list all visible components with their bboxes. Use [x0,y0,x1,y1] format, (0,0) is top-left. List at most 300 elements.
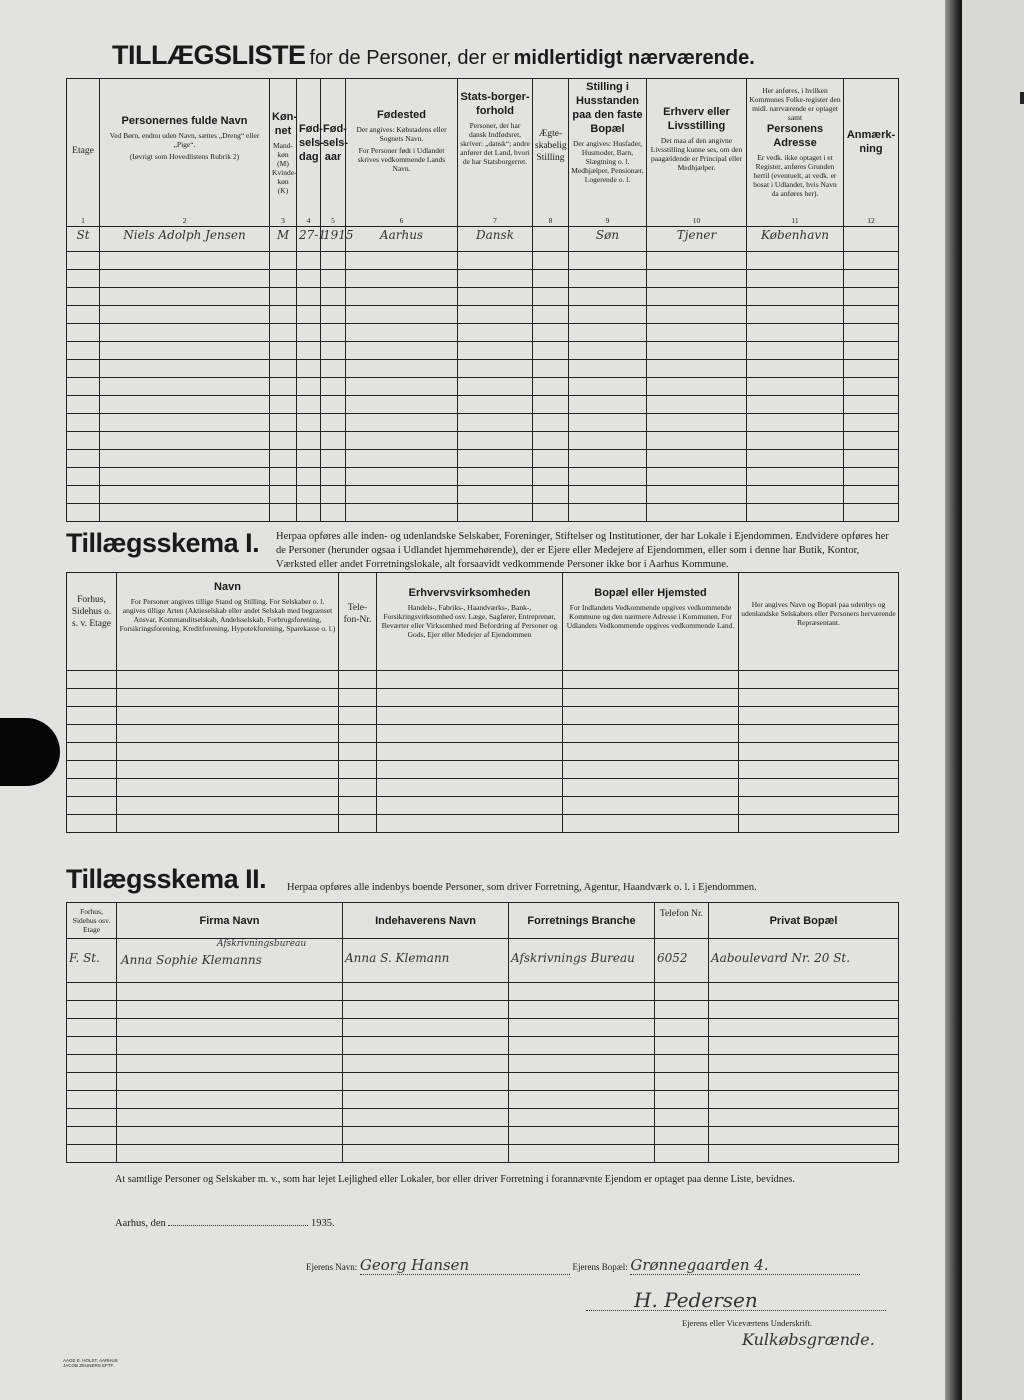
blank-cell[interactable] [844,504,899,522]
blank-cell[interactable] [270,288,297,306]
blank-cell[interactable] [117,1109,343,1127]
blank-cell[interactable] [343,1109,509,1127]
blank-cell[interactable] [844,414,899,432]
blank-cell[interactable] [747,270,844,288]
blank-cell[interactable] [67,779,117,797]
blank-cell[interactable] [747,486,844,504]
blank-cell[interactable] [270,486,297,504]
blank-cell[interactable] [346,414,458,432]
blank-cell[interactable] [321,324,346,342]
blank-cell[interactable] [709,1109,899,1127]
blank-cell[interactable] [67,450,100,468]
blank-cell[interactable] [321,468,346,486]
blank-cell[interactable] [377,689,563,707]
blank-cell[interactable] [458,360,533,378]
blank-cell[interactable] [117,761,339,779]
blank-cell[interactable] [655,1145,709,1163]
blank-cell[interactable] [321,432,346,450]
blank-cell[interactable] [339,797,377,815]
blank-cell[interactable] [533,360,569,378]
blank-cell[interactable] [647,504,747,522]
blank-cell[interactable] [709,1001,899,1019]
blank-cell[interactable] [346,252,458,270]
blank-cell[interactable] [339,707,377,725]
blank-cell[interactable] [67,486,100,504]
blank-cell[interactable] [343,1001,509,1019]
blank-cell[interactable] [297,414,321,432]
blank-cell[interactable] [509,1001,655,1019]
blank-cell[interactable] [655,1109,709,1127]
blank-cell[interactable] [747,378,844,396]
blank-cell[interactable] [533,486,569,504]
cell-aar[interactable]: 1915 [321,227,346,252]
blank-cell[interactable] [647,252,747,270]
blank-cell[interactable] [117,725,339,743]
blank-cell[interactable] [569,360,647,378]
blank-cell[interactable] [377,671,563,689]
cell-stilling[interactable]: Søn [569,227,647,252]
blank-cell[interactable] [67,504,100,522]
blank-cell[interactable] [844,450,899,468]
blank-cell[interactable] [377,743,563,761]
blank-cell[interactable] [346,378,458,396]
cell-bopael[interactable]: Aaboulevard Nr. 20 St. [709,939,899,983]
blank-cell[interactable] [297,468,321,486]
blank-cell[interactable] [67,671,117,689]
blank-cell[interactable] [709,1145,899,1163]
blank-cell[interactable] [533,324,569,342]
blank-cell[interactable] [270,306,297,324]
cell-tlf[interactable]: 6052 [655,939,709,983]
blank-cell[interactable] [569,486,647,504]
cell-etage[interactable]: St [67,227,100,252]
blank-cell[interactable] [533,414,569,432]
blank-cell[interactable] [458,468,533,486]
blank-cell[interactable] [458,252,533,270]
blank-cell[interactable] [67,1145,117,1163]
blank-cell[interactable] [709,1037,899,1055]
blank-cell[interactable] [844,378,899,396]
blank-cell[interactable] [343,1091,509,1109]
blank-cell[interactable] [270,504,297,522]
blank-cell[interactable] [509,1091,655,1109]
blank-cell[interactable] [563,761,739,779]
blank-cell[interactable] [67,432,100,450]
blank-cell[interactable] [747,360,844,378]
blank-cell[interactable] [117,1127,343,1145]
blank-cell[interactable] [321,342,346,360]
blank-cell[interactable] [533,468,569,486]
blank-cell[interactable] [321,288,346,306]
blank-cell[interactable] [117,1145,343,1163]
blank-cell[interactable] [117,983,343,1001]
blank-cell[interactable] [67,288,100,306]
blank-cell[interactable] [346,324,458,342]
blank-cell[interactable] [321,414,346,432]
blank-cell[interactable] [297,450,321,468]
blank-cell[interactable] [321,270,346,288]
blank-cell[interactable] [844,396,899,414]
blank-cell[interactable] [117,743,339,761]
cell-fodested[interactable]: Aarhus [346,227,458,252]
blank-cell[interactable] [100,468,270,486]
blank-cell[interactable] [563,815,739,833]
blank-cell[interactable] [346,342,458,360]
blank-cell[interactable] [67,252,100,270]
blank-cell[interactable] [297,432,321,450]
blank-cell[interactable] [67,360,100,378]
blank-cell[interactable] [458,270,533,288]
blank-cell[interactable] [844,360,899,378]
blank-cell[interactable] [747,468,844,486]
blank-cell[interactable] [458,414,533,432]
cell-stats[interactable]: Dansk [458,227,533,252]
blank-cell[interactable] [655,1019,709,1037]
blank-cell[interactable] [270,360,297,378]
blank-cell[interactable] [647,450,747,468]
blank-cell[interactable] [647,288,747,306]
date-field[interactable] [168,1225,308,1226]
blank-cell[interactable] [346,432,458,450]
blank-cell[interactable] [67,1001,117,1019]
blank-cell[interactable] [655,1091,709,1109]
blank-cell[interactable] [747,504,844,522]
blank-cell[interactable] [533,396,569,414]
blank-cell[interactable] [739,671,899,689]
cell-anm[interactable] [844,227,899,252]
blank-cell[interactable] [844,432,899,450]
blank-cell[interactable] [100,432,270,450]
blank-cell[interactable] [709,1091,899,1109]
blank-cell[interactable] [321,306,346,324]
blank-cell[interactable] [563,671,739,689]
blank-cell[interactable] [297,396,321,414]
blank-cell[interactable] [533,432,569,450]
blank-cell[interactable] [377,707,563,725]
blank-cell[interactable] [747,306,844,324]
blank-cell[interactable] [655,983,709,1001]
blank-cell[interactable] [339,779,377,797]
blank-cell[interactable] [569,252,647,270]
blank-cell[interactable] [100,342,270,360]
blank-cell[interactable] [117,671,339,689]
blank-cell[interactable] [321,486,346,504]
blank-cell[interactable] [647,342,747,360]
cell-erhverv[interactable]: Tjener [647,227,747,252]
blank-cell[interactable] [100,450,270,468]
blank-cell[interactable] [297,288,321,306]
blank-cell[interactable] [339,743,377,761]
blank-cell[interactable] [709,1127,899,1145]
blank-cell[interactable] [297,306,321,324]
blank-cell[interactable] [844,306,899,324]
blank-cell[interactable] [533,450,569,468]
blank-cell[interactable] [509,1109,655,1127]
blank-cell[interactable] [339,815,377,833]
blank-cell[interactable] [747,432,844,450]
blank-cell[interactable] [67,414,100,432]
blank-cell[interactable] [100,360,270,378]
blank-cell[interactable] [297,486,321,504]
blank-cell[interactable] [533,342,569,360]
blank-cell[interactable] [117,1073,343,1091]
blank-cell[interactable] [343,1055,509,1073]
blank-cell[interactable] [67,689,117,707]
blank-cell[interactable] [569,504,647,522]
blank-cell[interactable] [270,252,297,270]
blank-cell[interactable] [647,378,747,396]
blank-cell[interactable] [321,378,346,396]
blank-cell[interactable] [844,288,899,306]
blank-cell[interactable] [569,432,647,450]
blank-cell[interactable] [100,378,270,396]
blank-cell[interactable] [100,324,270,342]
blank-cell[interactable] [647,396,747,414]
blank-cell[interactable] [117,797,339,815]
blank-cell[interactable] [67,1073,117,1091]
blank-cell[interactable] [563,707,739,725]
blank-cell[interactable] [569,324,647,342]
blank-cell[interactable] [509,1019,655,1037]
blank-cell[interactable] [458,396,533,414]
blank-cell[interactable] [270,414,297,432]
blank-cell[interactable] [343,1145,509,1163]
blank-cell[interactable] [346,396,458,414]
blank-cell[interactable] [647,414,747,432]
blank-cell[interactable] [647,306,747,324]
blank-cell[interactable] [844,324,899,342]
blank-cell[interactable] [509,983,655,1001]
blank-cell[interactable] [346,288,458,306]
blank-cell[interactable] [297,360,321,378]
blank-cell[interactable] [270,396,297,414]
blank-cell[interactable] [100,486,270,504]
blank-cell[interactable] [569,288,647,306]
blank-cell[interactable] [270,378,297,396]
blank-cell[interactable] [67,707,117,725]
cell-firma[interactable] [117,939,343,983]
blank-cell[interactable] [739,779,899,797]
blank-cell[interactable] [569,306,647,324]
blank-cell[interactable] [343,983,509,1001]
blank-cell[interactable] [67,1091,117,1109]
blank-cell[interactable] [747,324,844,342]
blank-cell[interactable] [67,468,100,486]
blank-cell[interactable] [844,468,899,486]
blank-cell[interactable] [377,797,563,815]
blank-cell[interactable] [569,270,647,288]
blank-cell[interactable] [67,983,117,1001]
blank-cell[interactable] [458,288,533,306]
blank-cell[interactable] [739,761,899,779]
blank-cell[interactable] [844,252,899,270]
cell-aegte[interactable] [533,227,569,252]
blank-cell[interactable] [270,270,297,288]
blank-cell[interactable] [739,707,899,725]
blank-cell[interactable] [655,1037,709,1055]
blank-cell[interactable] [647,360,747,378]
blank-cell[interactable] [377,725,563,743]
blank-cell[interactable] [117,1055,343,1073]
blank-cell[interactable] [569,414,647,432]
blank-cell[interactable] [563,743,739,761]
blank-cell[interactable] [339,689,377,707]
blank-cell[interactable] [67,324,100,342]
owner-name-value[interactable]: Georg Hansen [360,1256,570,1275]
blank-cell[interactable] [563,797,739,815]
blank-cell[interactable] [346,504,458,522]
blank-cell[interactable] [458,306,533,324]
blank-cell[interactable] [509,1073,655,1091]
blank-cell[interactable] [844,342,899,360]
blank-cell[interactable] [343,1037,509,1055]
blank-cell[interactable] [270,342,297,360]
blank-cell[interactable] [747,396,844,414]
blank-cell[interactable] [458,432,533,450]
blank-cell[interactable] [100,288,270,306]
blank-cell[interactable] [67,378,100,396]
blank-cell[interactable] [67,396,100,414]
blank-cell[interactable] [569,396,647,414]
blank-cell[interactable] [67,270,100,288]
blank-cell[interactable] [458,378,533,396]
blank-cell[interactable] [117,707,339,725]
blank-cell[interactable] [655,1001,709,1019]
blank-cell[interactable] [747,342,844,360]
blank-cell[interactable] [563,779,739,797]
blank-cell[interactable] [533,270,569,288]
owner-address-value[interactable]: Grønnegaarden 4. [630,1256,860,1275]
blank-cell[interactable] [377,761,563,779]
blank-cell[interactable] [100,252,270,270]
blank-cell[interactable] [509,1145,655,1163]
blank-cell[interactable] [533,306,569,324]
blank-cell[interactable] [739,815,899,833]
blank-cell[interactable] [346,360,458,378]
blank-cell[interactable] [321,252,346,270]
blank-cell[interactable] [709,1073,899,1091]
blank-cell[interactable] [67,725,117,743]
blank-cell[interactable] [533,288,569,306]
blank-cell[interactable] [655,1073,709,1091]
blank-cell[interactable] [67,1055,117,1073]
blank-cell[interactable] [458,504,533,522]
blank-cell[interactable] [117,779,339,797]
blank-cell[interactable] [458,324,533,342]
blank-cell[interactable] [739,797,899,815]
blank-cell[interactable] [709,983,899,1001]
blank-cell[interactable] [100,504,270,522]
blank-cell[interactable] [563,725,739,743]
blank-cell[interactable] [655,1055,709,1073]
blank-cell[interactable] [270,450,297,468]
blank-cell[interactable] [647,486,747,504]
blank-cell[interactable] [647,324,747,342]
blank-cell[interactable] [569,342,647,360]
blank-cell[interactable] [117,1037,343,1055]
cell-etage[interactable]: F. St. [67,939,117,983]
blank-cell[interactable] [297,504,321,522]
blank-cell[interactable] [458,450,533,468]
blank-cell[interactable] [844,270,899,288]
cell-branche[interactable]: Afskrivnings Bureau [509,939,655,983]
blank-cell[interactable] [346,306,458,324]
blank-cell[interactable] [117,815,339,833]
cell-dag[interactable]: 27-1 [297,227,321,252]
blank-cell[interactable] [747,450,844,468]
blank-cell[interactable] [377,779,563,797]
blank-cell[interactable] [739,743,899,761]
blank-cell[interactable] [117,689,339,707]
blank-cell[interactable] [297,252,321,270]
blank-cell[interactable] [346,468,458,486]
blank-cell[interactable] [67,815,117,833]
blank-cell[interactable] [569,378,647,396]
blank-cell[interactable] [533,252,569,270]
blank-cell[interactable] [747,252,844,270]
cell-name[interactable]: Niels Adolph Jensen [100,227,270,252]
blank-cell[interactable] [647,270,747,288]
blank-cell[interactable] [339,725,377,743]
blank-cell[interactable] [67,797,117,815]
blank-cell[interactable] [100,414,270,432]
blank-cell[interactable] [100,396,270,414]
blank-cell[interactable] [709,1055,899,1073]
blank-cell[interactable] [569,468,647,486]
blank-cell[interactable] [343,1127,509,1145]
blank-cell[interactable] [67,1019,117,1037]
blank-cell[interactable] [321,396,346,414]
blank-cell[interactable] [297,378,321,396]
blank-cell[interactable] [509,1127,655,1145]
blank-cell[interactable] [117,1091,343,1109]
blank-cell[interactable] [100,306,270,324]
blank-cell[interactable] [647,468,747,486]
blank-cell[interactable] [67,1037,117,1055]
blank-cell[interactable] [67,306,100,324]
blank-cell[interactable] [339,761,377,779]
blank-cell[interactable] [67,743,117,761]
blank-cell[interactable] [297,324,321,342]
blank-cell[interactable] [321,504,346,522]
blank-cell[interactable] [343,1073,509,1091]
blank-cell[interactable] [458,342,533,360]
blank-cell[interactable] [458,486,533,504]
blank-cell[interactable] [346,270,458,288]
blank-cell[interactable] [509,1055,655,1073]
blank-cell[interactable] [563,689,739,707]
blank-cell[interactable] [321,450,346,468]
blank-cell[interactable] [270,432,297,450]
blank-cell[interactable] [270,324,297,342]
blank-cell[interactable] [739,689,899,707]
blank-cell[interactable] [67,1109,117,1127]
blank-cell[interactable] [533,504,569,522]
blank-cell[interactable] [346,486,458,504]
blank-cell[interactable] [509,1037,655,1055]
blank-cell[interactable] [647,432,747,450]
cell-adresse[interactable]: København [747,227,844,252]
blank-cell[interactable] [533,378,569,396]
blank-cell[interactable] [67,342,100,360]
blank-cell[interactable] [297,270,321,288]
blank-cell[interactable] [377,815,563,833]
blank-cell[interactable] [117,1001,343,1019]
blank-cell[interactable] [343,1019,509,1037]
blank-cell[interactable] [655,1127,709,1145]
blank-cell[interactable] [844,486,899,504]
blank-cell[interactable] [321,360,346,378]
